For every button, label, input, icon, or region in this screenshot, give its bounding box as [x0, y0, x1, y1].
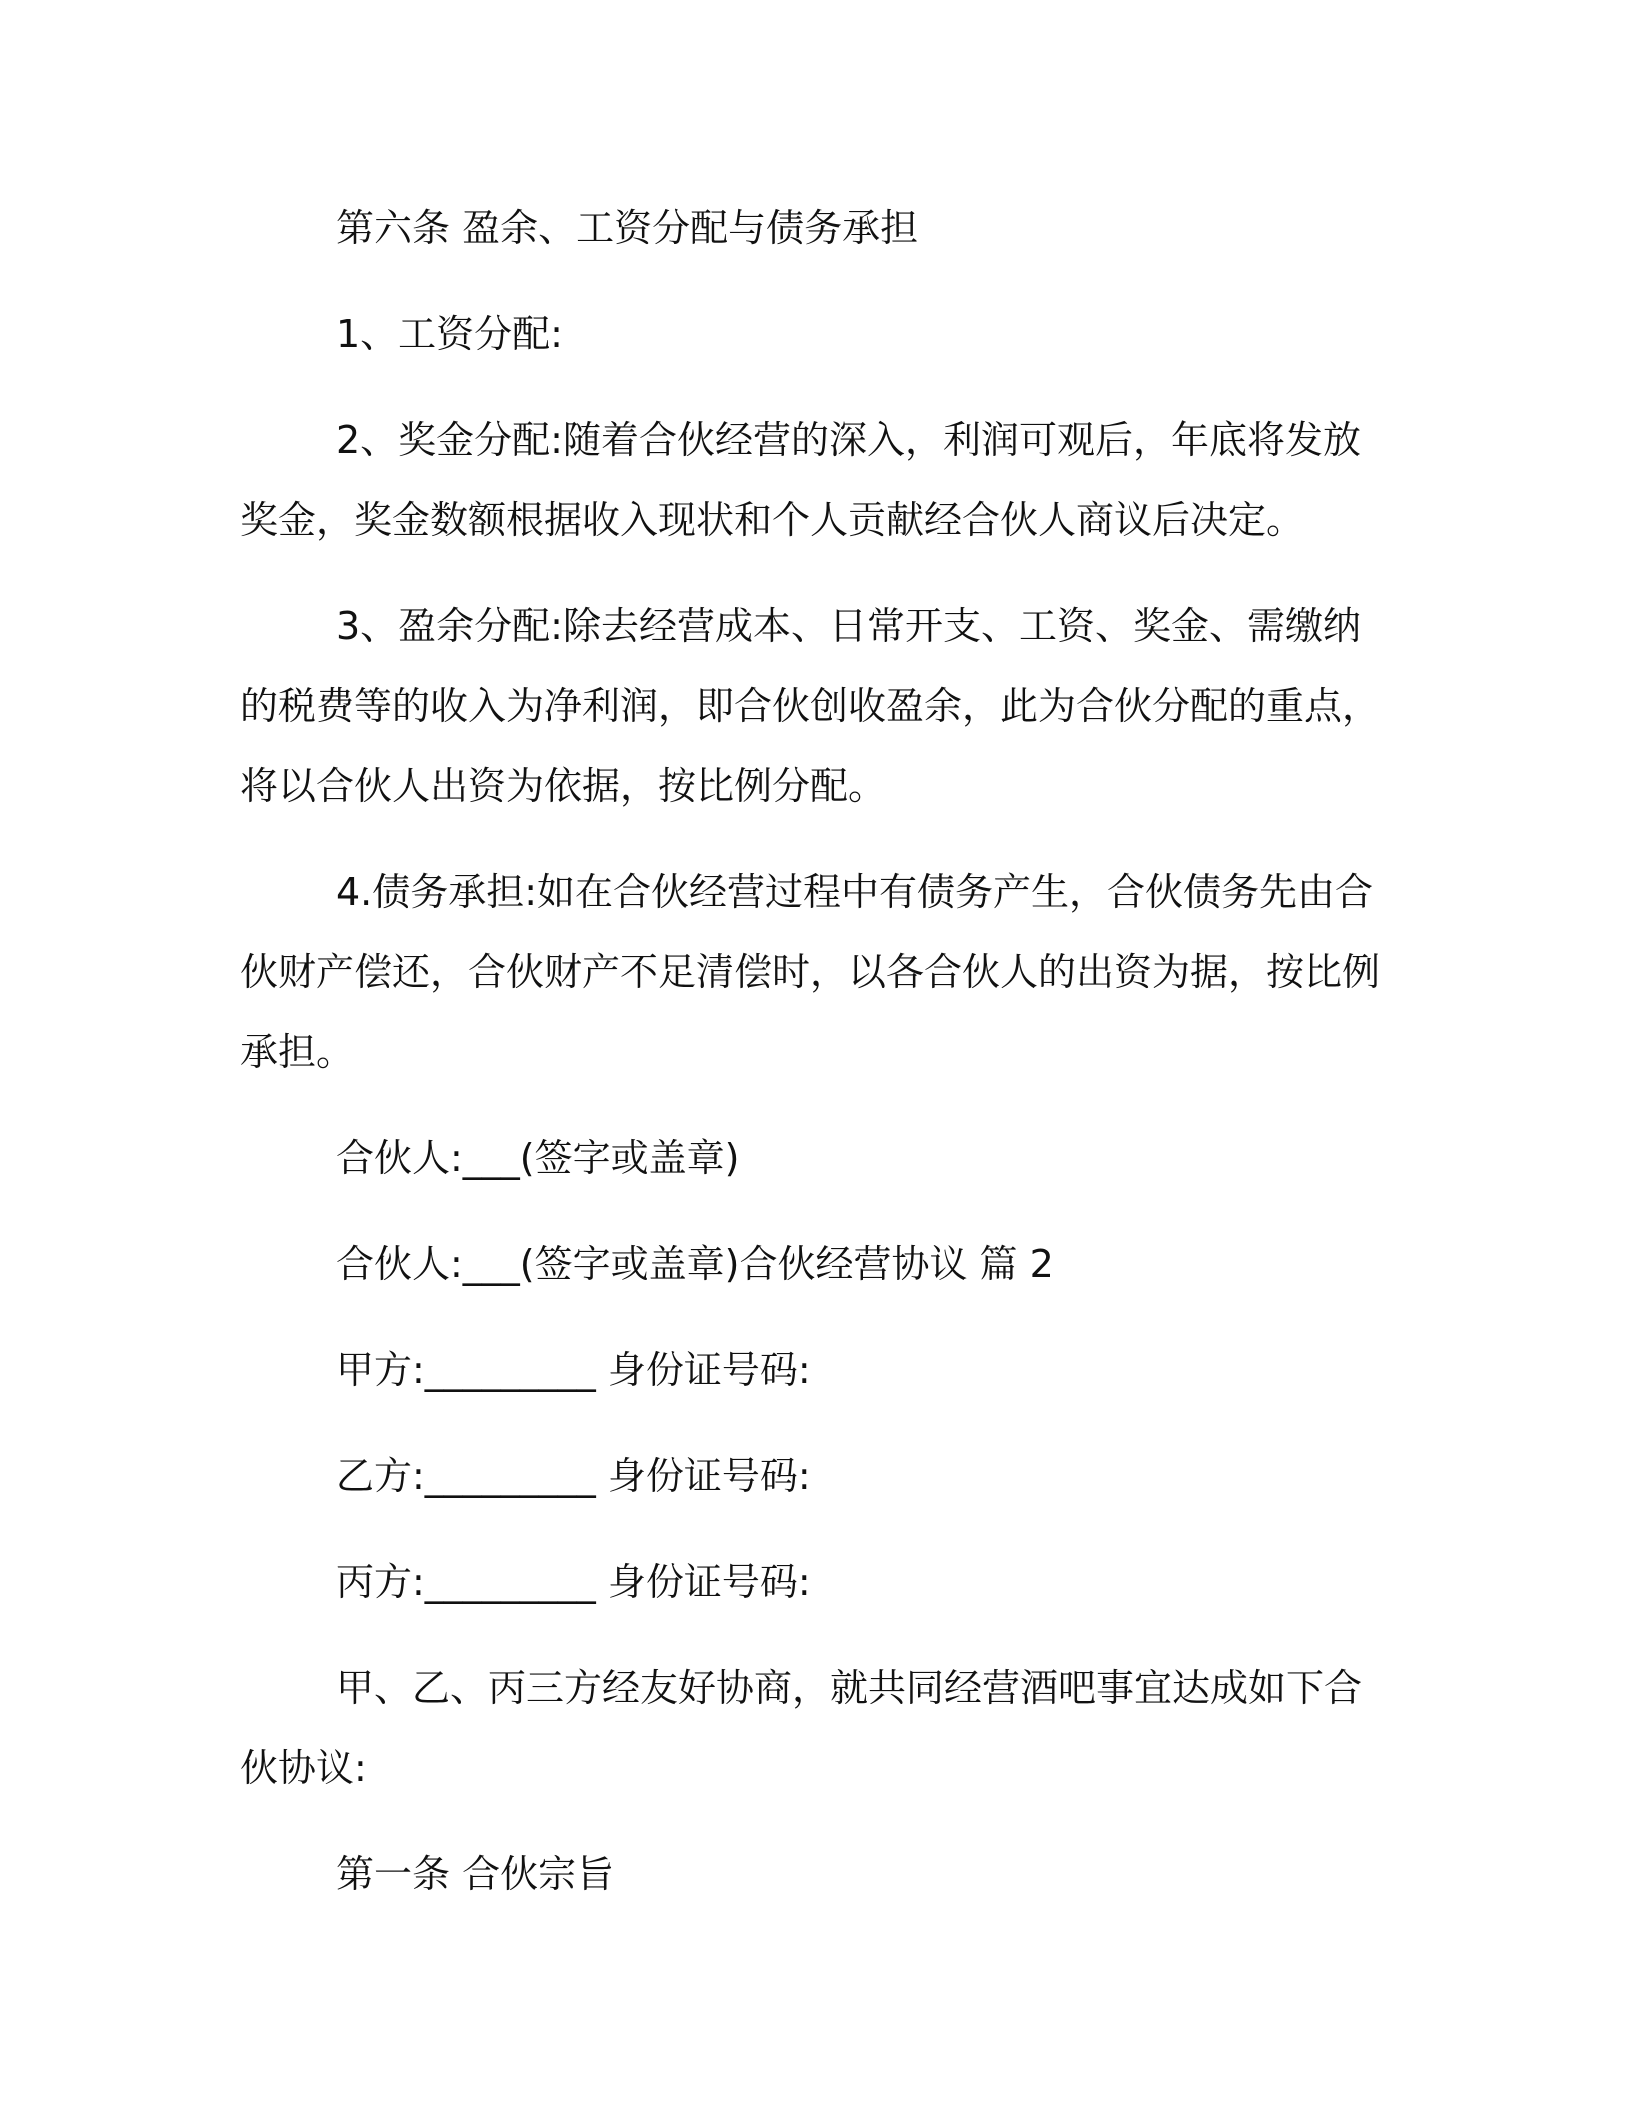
party-a-line: 甲方:_________ 身份证号码: [336, 1348, 811, 1392]
article-six-heading: 第六条 盈余、工资分配与债务承担 [336, 206, 919, 250]
clause-debt-bearing: 4.债务承担:如在合伙经营过程中有债务产生，合伙债务先由合伙财产偿还，合伙财产不足清偿时，以各合伙人的出资为据，按比例承担。 [240, 870, 1381, 1074]
document-body [240, 188, 1390, 1940]
partner-signature-line-2: 合伙人:___(签字或盖章)合伙经营协议 篇 2 [336, 1242, 1054, 1286]
clause-bonus-distribution: 2、奖金分配:随着合伙经营的深入，利润可观后，年底将发放奖金，奖金数额根据收入现状和个人贡献经合伙人商议后决定。 [240, 418, 1361, 542]
agreement-preamble: 甲、乙、丙三方经友好协商，就共同经营酒吧事宜达成如下合伙协议: [240, 1666, 1363, 1790]
party-b-line: 乙方:_________ 身份证号码: [336, 1454, 811, 1498]
clause-surplus-distribution: 3、盈余分配:除去经营成本、日常开支、工资、奖金、需缴纳的税费等的收入为净利润，即合伙创收盈余，此为合伙分配的重点，将以合伙人出资为依据，按比例分配。 [240, 604, 1381, 808]
party-c-line: 丙方:_________ 身份证号码: [336, 1560, 811, 1604]
article-one-heading: 第一条 合伙宗旨 [336, 1852, 615, 1896]
partner-signature-line-1: 合伙人:___(签字或盖章) [336, 1136, 740, 1180]
clause-wage-distribution: 1、工资分配: [336, 312, 563, 356]
